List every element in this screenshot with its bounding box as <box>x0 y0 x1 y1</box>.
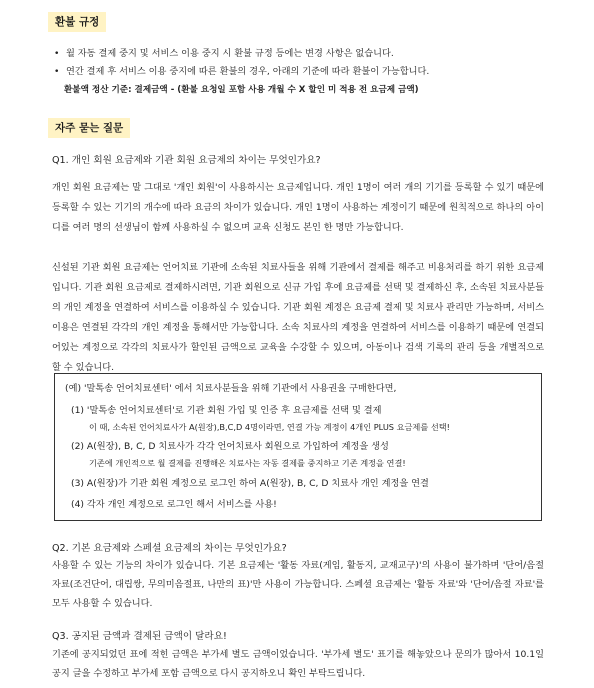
example-step-3: (3) A(원장)가 기관 회원 계정으로 로그인 하여 A(원장), B, C, D 치료사 개인 계정을 연결 <box>71 478 429 489</box>
faq-question-2: Q2. 기본 요금제와 스페셜 요금제의 차이는 무엇인가요? <box>52 543 287 554</box>
example-step-1-note: 이 때, 소속된 언어치료사가 A(원장),B,C,D 4명이라면, 연결 가능 계정이 4개인 PLUS 요금제를 선택! <box>89 422 450 432</box>
refund-bullet-list <box>52 45 552 99</box>
faq-answer-3: 기존에 공지되었던 표에 적힌 금액은 부가세 별도 금액이었습니다. '부가세 별도' 표기를 해놓았으나 문의가 많아서 10.1일 공지 글을 수정하고 부가세 포함 금액으로 다시 공지하오니 확인 부탁드립니다. <box>52 649 544 679</box>
refund-policy-heading: 환불 규정 <box>48 12 106 32</box>
faq-answer-1-institution: 신설된 기관 회원 요금제는 언어치료 기관에 소속된 치료사들을 위해 기관에서 결제를 해주고 비용처리를 하기 위한 요금제입니다. 기관 회원 요금제로 결제하시려면, 기관 회원으로 신규 가입 후에 요금제를 선택 및 결제하신 후, 소속된 치료사분들의 개인 계정을 연결하여 서비스를 이용하실 수 있습니다. 기관 회원 계정은 요금제 결제 및 치료사 관리만 가능하며, 서비스 이용은 연결된 각각의 개인 계정을 통해서만 가능합니다. 소속 치료사의 계정을 연결하여 서비스를 이용하기 때문에 연결되어있는 계정으로 각각의 치료사가 할인된 금액으로 교육을 수강할 수 있으며, 아동이나 검색 기록의 관리 등을 개별적으로 할 수 있습니다. <box>52 262 544 373</box>
faq-heading: 자주 묻는 질문 <box>48 118 130 138</box>
refund-bullet-item: • 연간 결제 후 서비스 이용 중지에 따른 환불의 경우, 아래의 기준에 따라 환불이 가능합니다. <box>52 63 552 81</box>
example-box <box>54 373 542 521</box>
example-intro: (예) '말톡송 언어치료센터' 에서 치료사분들을 위해 기관에서 사용권을 구매한다면, <box>65 383 397 394</box>
example-step-2: (2) A(원장), B, C, D 치료사가 각각 언어치료사 회원으로 가입하여 계정을 생성 <box>71 441 389 452</box>
faq-question-1: Q1. 개인 회원 요금제와 기관 회원 요금제의 차이는 무엇인가요? <box>52 155 321 166</box>
refund-formula: 환불액 정산 기준: 결제금액 - (환불 요청일 포함 사용 개월 수 X 할인 미 적용 전 요금제 금액) <box>64 85 419 95</box>
example-step-2-note: 기존에 개인적으로 월 결제를 진행해온 치료사는 자동 결제를 중지하고 기존 계정을 연결! <box>89 458 406 468</box>
faq-answer-2: 사용할 수 있는 기능의 차이가 있습니다. 기본 요금제는 '활동 자료(게임, 활동지, 교재교구)'의 사용이 불가하며 '단어/음절 자료(조건단어, 대립쌍, 무의미음절표, 나만의 표)'만 사용이 가능합니다. 스페셜 요금제는 '활동 자료'와 '단어/음절 자료'를 모두 사용할 수 있습니다. <box>52 560 544 609</box>
example-step-1: (1) '말톡송 언어치료센터'로 기관 회원 가입 및 인증 후 요금제를 선택 및 결제 <box>71 405 382 416</box>
faq-question-3: Q3. 공지된 금액과 결제된 금액이 달라요! <box>52 631 227 642</box>
refund-bullet-item: • 월 자동 결제 중지 및 서비스 이용 중지 시 환불 규정 등에는 변경 사항은 없습니다. <box>52 45 552 63</box>
faq-answer-1-personal: 개인 회원 요금제는 말 그대로 '개인 회원'이 사용하시는 요금제입니다. 개인 1명이 여러 개의 기기를 등록할 수 있기 때문에 등록할 수 있는 기기의 개수에 따라 요금의 차이가 있습니다. 개인 1명이 사용하는 계정이기 때문에 원칙적으로 하나의 아이디를 여러 명의 선생님이 함께 사용하실 수 없으며 교육 신청도 본인 한 명만 가능합니다. <box>52 182 544 233</box>
example-step-4: (4) 각자 개인 계정으로 로그인 해서 서비스를 사용! <box>71 499 277 510</box>
